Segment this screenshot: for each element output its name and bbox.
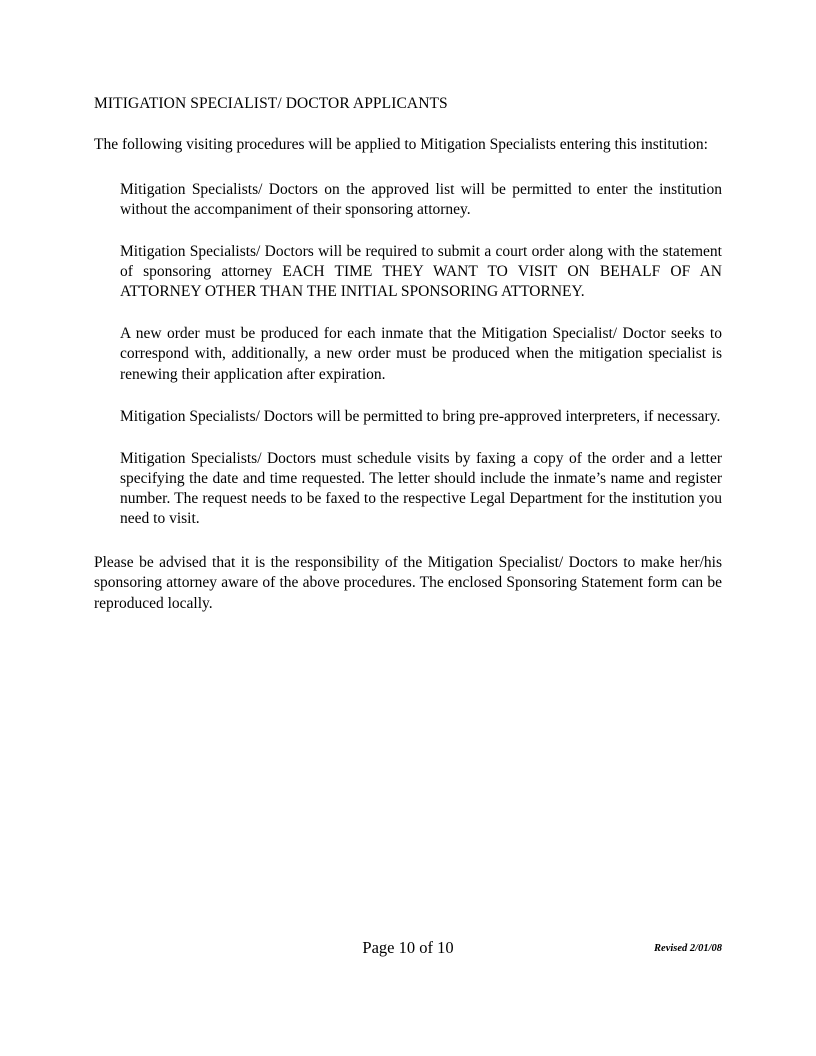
list-item: Mitigation Specialists/ Doctors must schedule visits by faxing a copy of the order and a letter specifying the date and time requested. The letter should include the inmate’s name and register number. The request needs to be faxed to the respective Legal Department for the institution you need to visit. <box>120 449 722 528</box>
document-body <box>94 94 722 614</box>
list-item: Mitigation Specialists/ Doctors will be required to submit a court order along with the statement of sponsoring attorney EACH TIME THEY WANT TO VISIT ON BEHALF OF AN ATTORNEY OTHER THAN THE INITIAL SPONSORING ATTORNEY. <box>120 242 722 301</box>
revision-note: Revised 2/01/08 <box>654 943 722 954</box>
list-item: Mitigation Specialists/ Doctors on the approved list will be permitted to enter the institution without the accompaniment of their sponsoring attorney. <box>120 180 722 218</box>
page-number: Page 10 of 10 <box>362 938 454 957</box>
page-title: MITIGATION SPECIALIST/ DOCTOR APPLICANTS <box>94 95 448 112</box>
list-item: Mitigation Specialists/ Doctors will be permitted to bring pre-approved interpreters, if necessary. <box>120 407 721 425</box>
intro-paragraph: The following visiting procedures will be applied to Mitigation Specialists entering this institution: <box>94 136 708 154</box>
procedures-list <box>94 180 722 530</box>
page-footer <box>94 938 722 958</box>
closing-paragraph: Please be advised that it is the responsibility of the Mitigation Specialist/ Doctors to make her/his sponsoring attorney aware of the above procedures. The enclosed Sponsoring Statement form can be reproduced locally. <box>94 554 722 612</box>
list-item: A new order must be produced for each inmate that the Mitigation Specialist/ Doctor seeks to correspond with, additionally, a new order must be produced when the mitigation specialist is renewing their application after expiration. <box>120 325 722 383</box>
